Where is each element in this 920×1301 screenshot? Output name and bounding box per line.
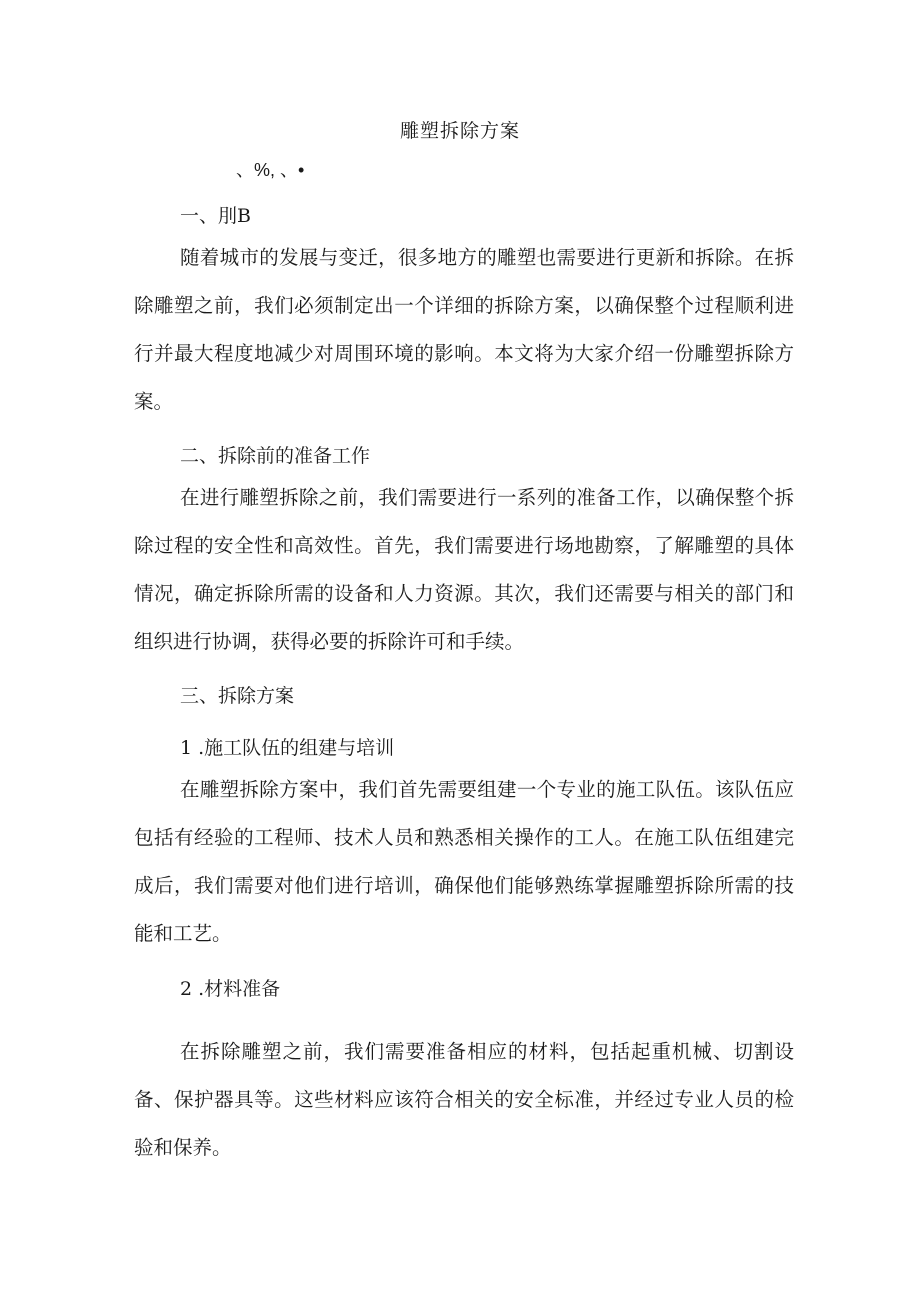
section-heading-introduction: 一、刖B (180, 205, 251, 227)
paragraph-introduction: 随着城市的发展与变迁，很多地方的雕塑也需要进行更新和拆除。在拆除雕塑之前，我们必须制定出一个详细的拆除方案，以确保整个过程顺利进行并最大程度地减少对周围环境的影响。本文将为大家介绍一份雕塑拆除方案。 (134, 246, 794, 413)
section-heading-plan: 三、拆除方案 (180, 685, 295, 707)
document-title: 雕塑拆除方案 (399, 120, 520, 142)
subheading-team: 1 .施工队伍的组建与培训 (180, 737, 395, 759)
paragraph-materials: 在拆除雕塑之前，我们需要准备相应的材料，包括起重机械、切割设备、保护器具等。这些材料应该符合相关的安全标准，并经过专业人员的检验和保养。 (134, 1040, 794, 1159)
garbled-symbol-line: 、%, 、• (236, 160, 305, 180)
paragraph-team: 在雕塑拆除方案中，我们首先需要组建一个专业的施工队伍。该队伍应包括有经验的工程师、技术人员和熟悉相关操作的工人。在施工队伍组建完成后，我们需要对他们进行培训，确保他们能够熟练掌握雕塑拆除所需的技能和工艺。 (134, 778, 794, 945)
subheading-materials: 2 .材料准备 (180, 978, 281, 1000)
section-heading-preparation: 二、拆除前的准备工作 (180, 445, 371, 467)
paragraph-preparation: 在进行雕塑拆除之前，我们需要进行一系列的准备工作，以确保整个拆除过程的安全性和高效性。首先，我们需要进行场地勘察，了解雕塑的具体情况，确定拆除所需的设备和人力资源。其次，我们还需要与相关的部门和组织进行协调，获得必要的拆除许可和手续。 (134, 486, 794, 653)
